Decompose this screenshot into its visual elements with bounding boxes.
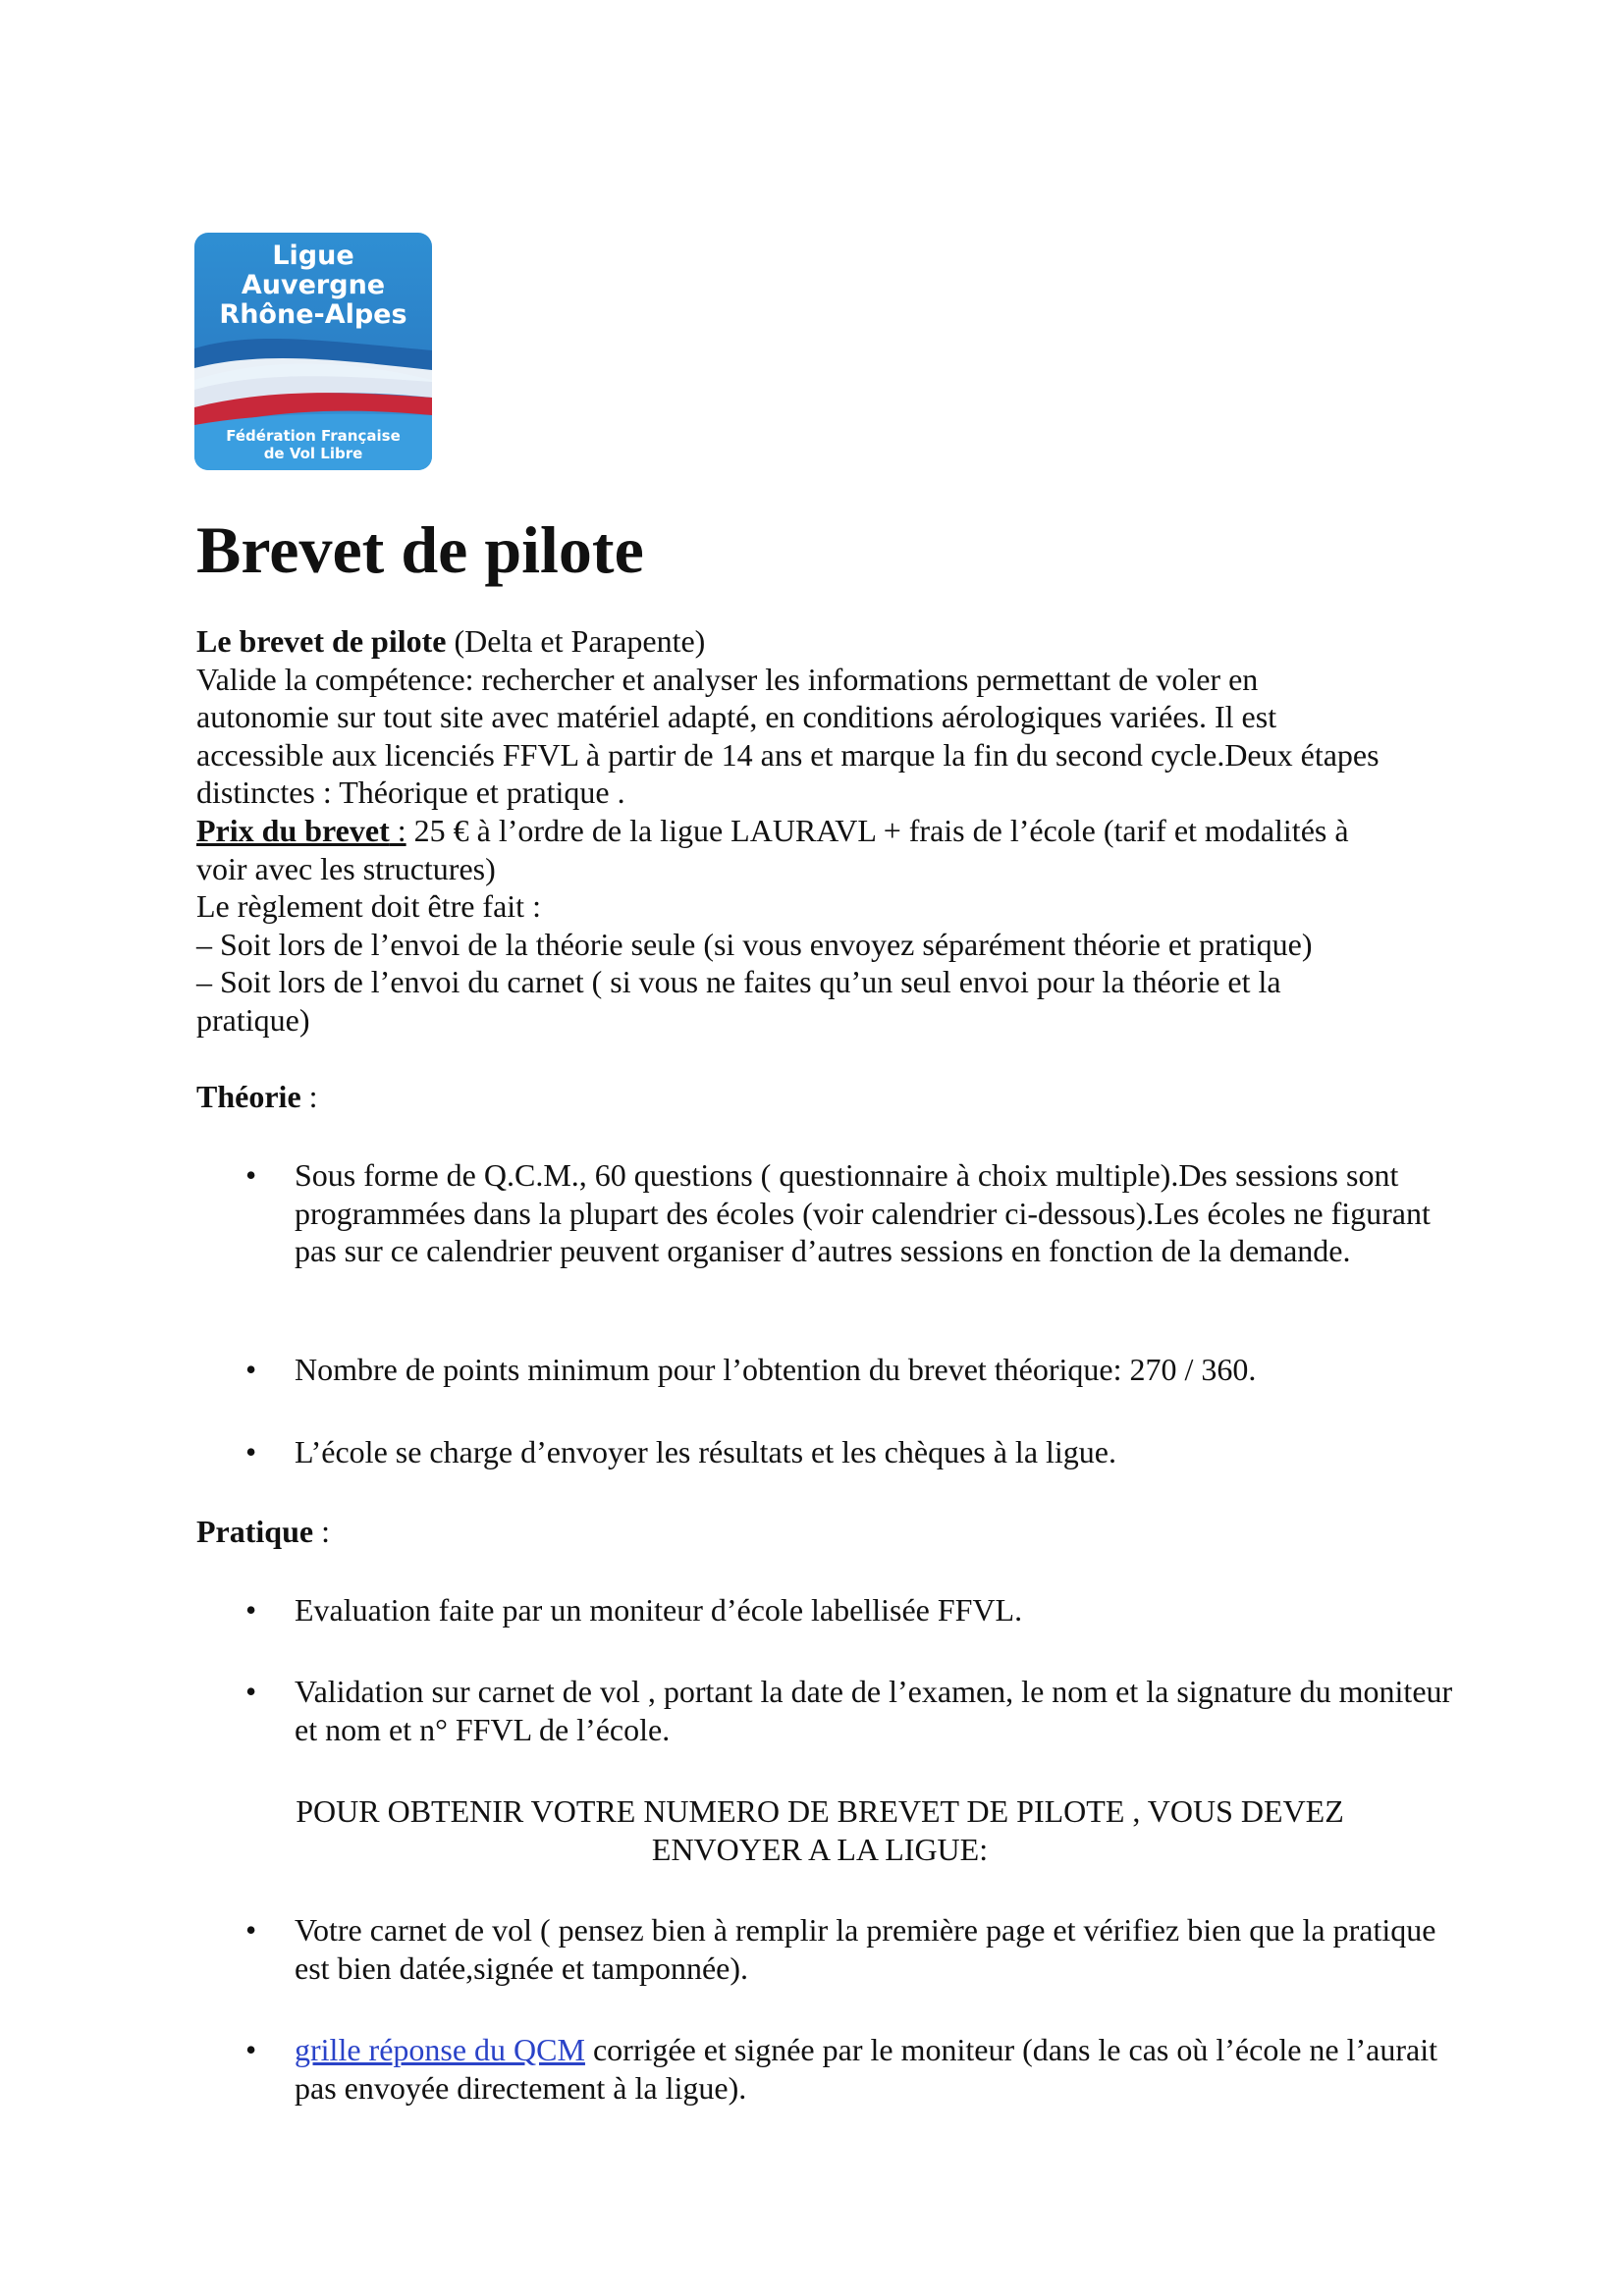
intro-lead-rest: (Delta et Parapente) <box>446 623 706 659</box>
bullet-icon: • <box>245 1157 257 1193</box>
price-rest: 25 € à l’ordre de la ligue LAURAVL + frais de l’école (tarif et modalités à <box>406 812 1349 848</box>
notice-line-1: POUR OBTENIR VOTRE NUMERO DE BREVET DE PILOTE , VOUS DEVEZ <box>296 1793 1344 1829</box>
intro-price-line <box>196 812 1453 850</box>
intro-line-5: distinctes : Théorique et pratique . <box>196 774 625 811</box>
intro-line-11: pratique) <box>196 1001 310 1038</box>
bullet-icon: • <box>245 1912 257 1948</box>
bullet-icon: • <box>245 1434 257 1469</box>
intro-line-4: accessible aux licenciés FFVL à partir de 14 ans et marque la fin du second cycle.Deux étapes <box>196 736 1380 773</box>
intro-line-9: – Soit lors de l’envoi de la théorie seule (si vous envoyez séparément théorie et pratique) <box>196 926 1313 962</box>
theorie-item-2: Nombre de points minimum pour l’obtention du brevet théorique: 270 / 360. <box>295 1352 1257 1387</box>
intro-line-2: Valide la compétence: rechercher et analyser les informations permettant de voler en <box>196 661 1259 697</box>
league-logo <box>194 233 432 470</box>
price-label: Prix du brevet <box>196 812 390 848</box>
price-colon: : <box>389 812 406 848</box>
theorie-label: Théorie <box>196 1079 301 1114</box>
envoi-item-2-rest: corrigée et signée par le moniteur (dans le cas où l’école ne l’aurait pas envoyée directement à la ligue). <box>295 2032 1437 2106</box>
theorie-item-1: Sous forme de Q.C.M., 60 questions ( questionnaire à choix multiple).Des sessions sont programmées dans la plupart des écoles (voir calendrier ci-dessous).Les écoles ne figurant pas sur ce calendrier peuvent organiser d’autres sessions en fonction de la demande. <box>295 1157 1431 1269</box>
pratique-label: Pratique <box>196 1514 314 1549</box>
logo-line-3: Rhône-Alpes <box>219 299 407 330</box>
notice-line-2: ENVOYER A LA LIGUE: <box>651 1831 989 1867</box>
envoi-item-2 <box>295 2031 1453 2107</box>
theorie-suffix: : <box>300 1079 318 1114</box>
pratique-item-2: Validation sur carnet de vol , portant la date de l’examen, le nom et la signature du moniteur et nom et n° FFVL de l’école. <box>295 1674 1453 1747</box>
bullet-icon: • <box>245 1592 257 1628</box>
bullet-icon: • <box>245 1352 257 1387</box>
intro-line-1 <box>196 622 1453 661</box>
theorie-item-3: L’école se charge d’envoyer les résultats et les chèques à la ligue. <box>295 1434 1116 1469</box>
bullet-icon: • <box>245 2032 257 2067</box>
intro-lead-bold: Le brevet de pilote <box>196 623 447 659</box>
logo-graphic <box>194 233 432 470</box>
intro-section <box>196 622 1453 1040</box>
intro-line-10: – Soit lors de l’envoi du carnet ( si vous ne faites qu’un seul envoi pour la théorie et la <box>196 964 1281 1000</box>
pratique-heading <box>196 1513 1453 1551</box>
intro-line-8: Le règlement doit être fait : <box>196 888 541 925</box>
logo-line-1: Ligue <box>272 240 354 271</box>
theorie-heading <box>196 1078 1453 1116</box>
logo-sub-1: Fédération Française <box>226 427 401 445</box>
envoi-item-1: Votre carnet de vol ( pensez bien à remplir la première page et vérifiez bien que la pratique est bien datée,signée et tamponnée). <box>295 1912 1436 1986</box>
intro-line-3: autonomie sur tout site avec matériel adapté, en conditions aérologiques variées. Il est <box>196 699 1277 735</box>
pratique-suffix: : <box>313 1514 330 1549</box>
logo-sub-2: de Vol Libre <box>263 445 363 462</box>
intro-line-7: voir avec les structures) <box>196 850 496 886</box>
qcm-grid-link[interactable]: grille réponse du QCM <box>295 2032 585 2067</box>
bullet-icon: • <box>245 1674 257 1709</box>
notice-heading <box>196 1792 1443 1868</box>
logo-line-2: Auvergne <box>241 270 386 300</box>
pratique-item-1: Evaluation faite par un moniteur d’école labellisée FFVL. <box>295 1592 1023 1628</box>
page-title: Brevet de pilote <box>196 512 644 587</box>
